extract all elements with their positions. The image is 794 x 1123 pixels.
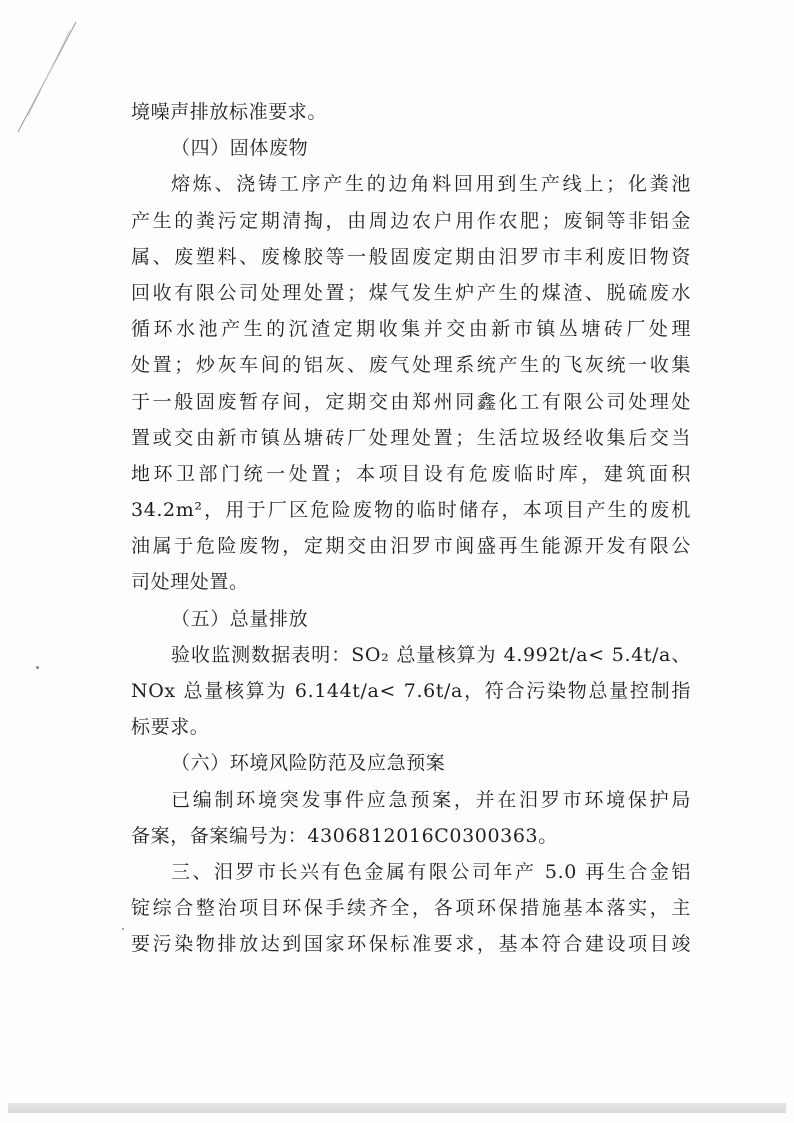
text-line: 已编制环境突发事件应急预案，并在汨罗市环境保护局: [171, 788, 691, 811]
text-line: 标要求。: [131, 716, 210, 739]
text-line: 要污染物排放达到国家环保标准要求，基本符合建设项目竣: [131, 933, 691, 956]
scan-bottom-edge: [8, 1103, 786, 1113]
scan-speck: [122, 928, 124, 930]
text-line: 处置；炒灰车间的铝灰、废气处理系统产生的飞灰统一收集: [131, 354, 691, 377]
text-line: 属、废塑料、废橡胶等一般固废定期由汨罗市丰利废旧物资: [131, 245, 691, 268]
document-body: [131, 94, 691, 963]
text-line: 司处理处置。: [131, 571, 249, 594]
text-line: NOx 总量核算为 6.144t/a< 7.6t/a，符合污染物总量控制指: [131, 680, 691, 702]
text-line: 于一般固废暂存间，定期交由郑州同鑫化工有限公司处理处: [131, 390, 691, 413]
section-heading: （六）环境风险防范及应急预案: [171, 752, 446, 775]
text-line: 地环卫部门统一处置；本项目设有危废临时库，建筑面积: [131, 462, 691, 485]
text-line: 油属于危险废物，定期交由汨罗市闽盛再生能源开发有限公: [131, 535, 691, 558]
text-line: 锭综合整治项目环保手续齐全，各项环保措施基本落实，主: [131, 897, 691, 920]
text-line: 34.2m²，用于厂区危险废物的临时储存，本项目产生的废机: [131, 499, 691, 522]
text-line: 回收有限公司处理处置；煤气发生炉产生的煤渣、脱硫废水: [131, 281, 691, 304]
section-heading: （五）总量排放: [171, 607, 309, 630]
text-line: 产生的粪污定期清掏，由周边农户用作农肥；废铜等非铝金: [131, 209, 691, 232]
text-line: 置或交由新市镇丛塘砖厂处理处置；生活垃圾经收集后交当: [131, 426, 691, 449]
text-line: 循环水池产生的沉渣定期收集并交由新市镇丛塘砖厂处理: [131, 318, 691, 341]
scan-speck: [36, 666, 39, 669]
text-line: 备案，备案编号为：4306812016C0300363。: [131, 824, 558, 847]
text-line: 三、汨罗市长兴有色金属有限公司年产 5.0 再生合金铝: [171, 860, 691, 883]
section-heading: （四）固体废物: [171, 137, 309, 160]
text-line: 境噪声排放标准要求。: [131, 101, 328, 123]
text-line: 熔炼、浇铸工序产生的边角料回用到生产线上；化粪池: [171, 173, 691, 196]
scan-edge-mark: [10, 20, 80, 140]
text-line: 验收监测数据表明：SO₂ 总量核算为 4.992t/a< 5.4t/a、: [171, 643, 691, 666]
